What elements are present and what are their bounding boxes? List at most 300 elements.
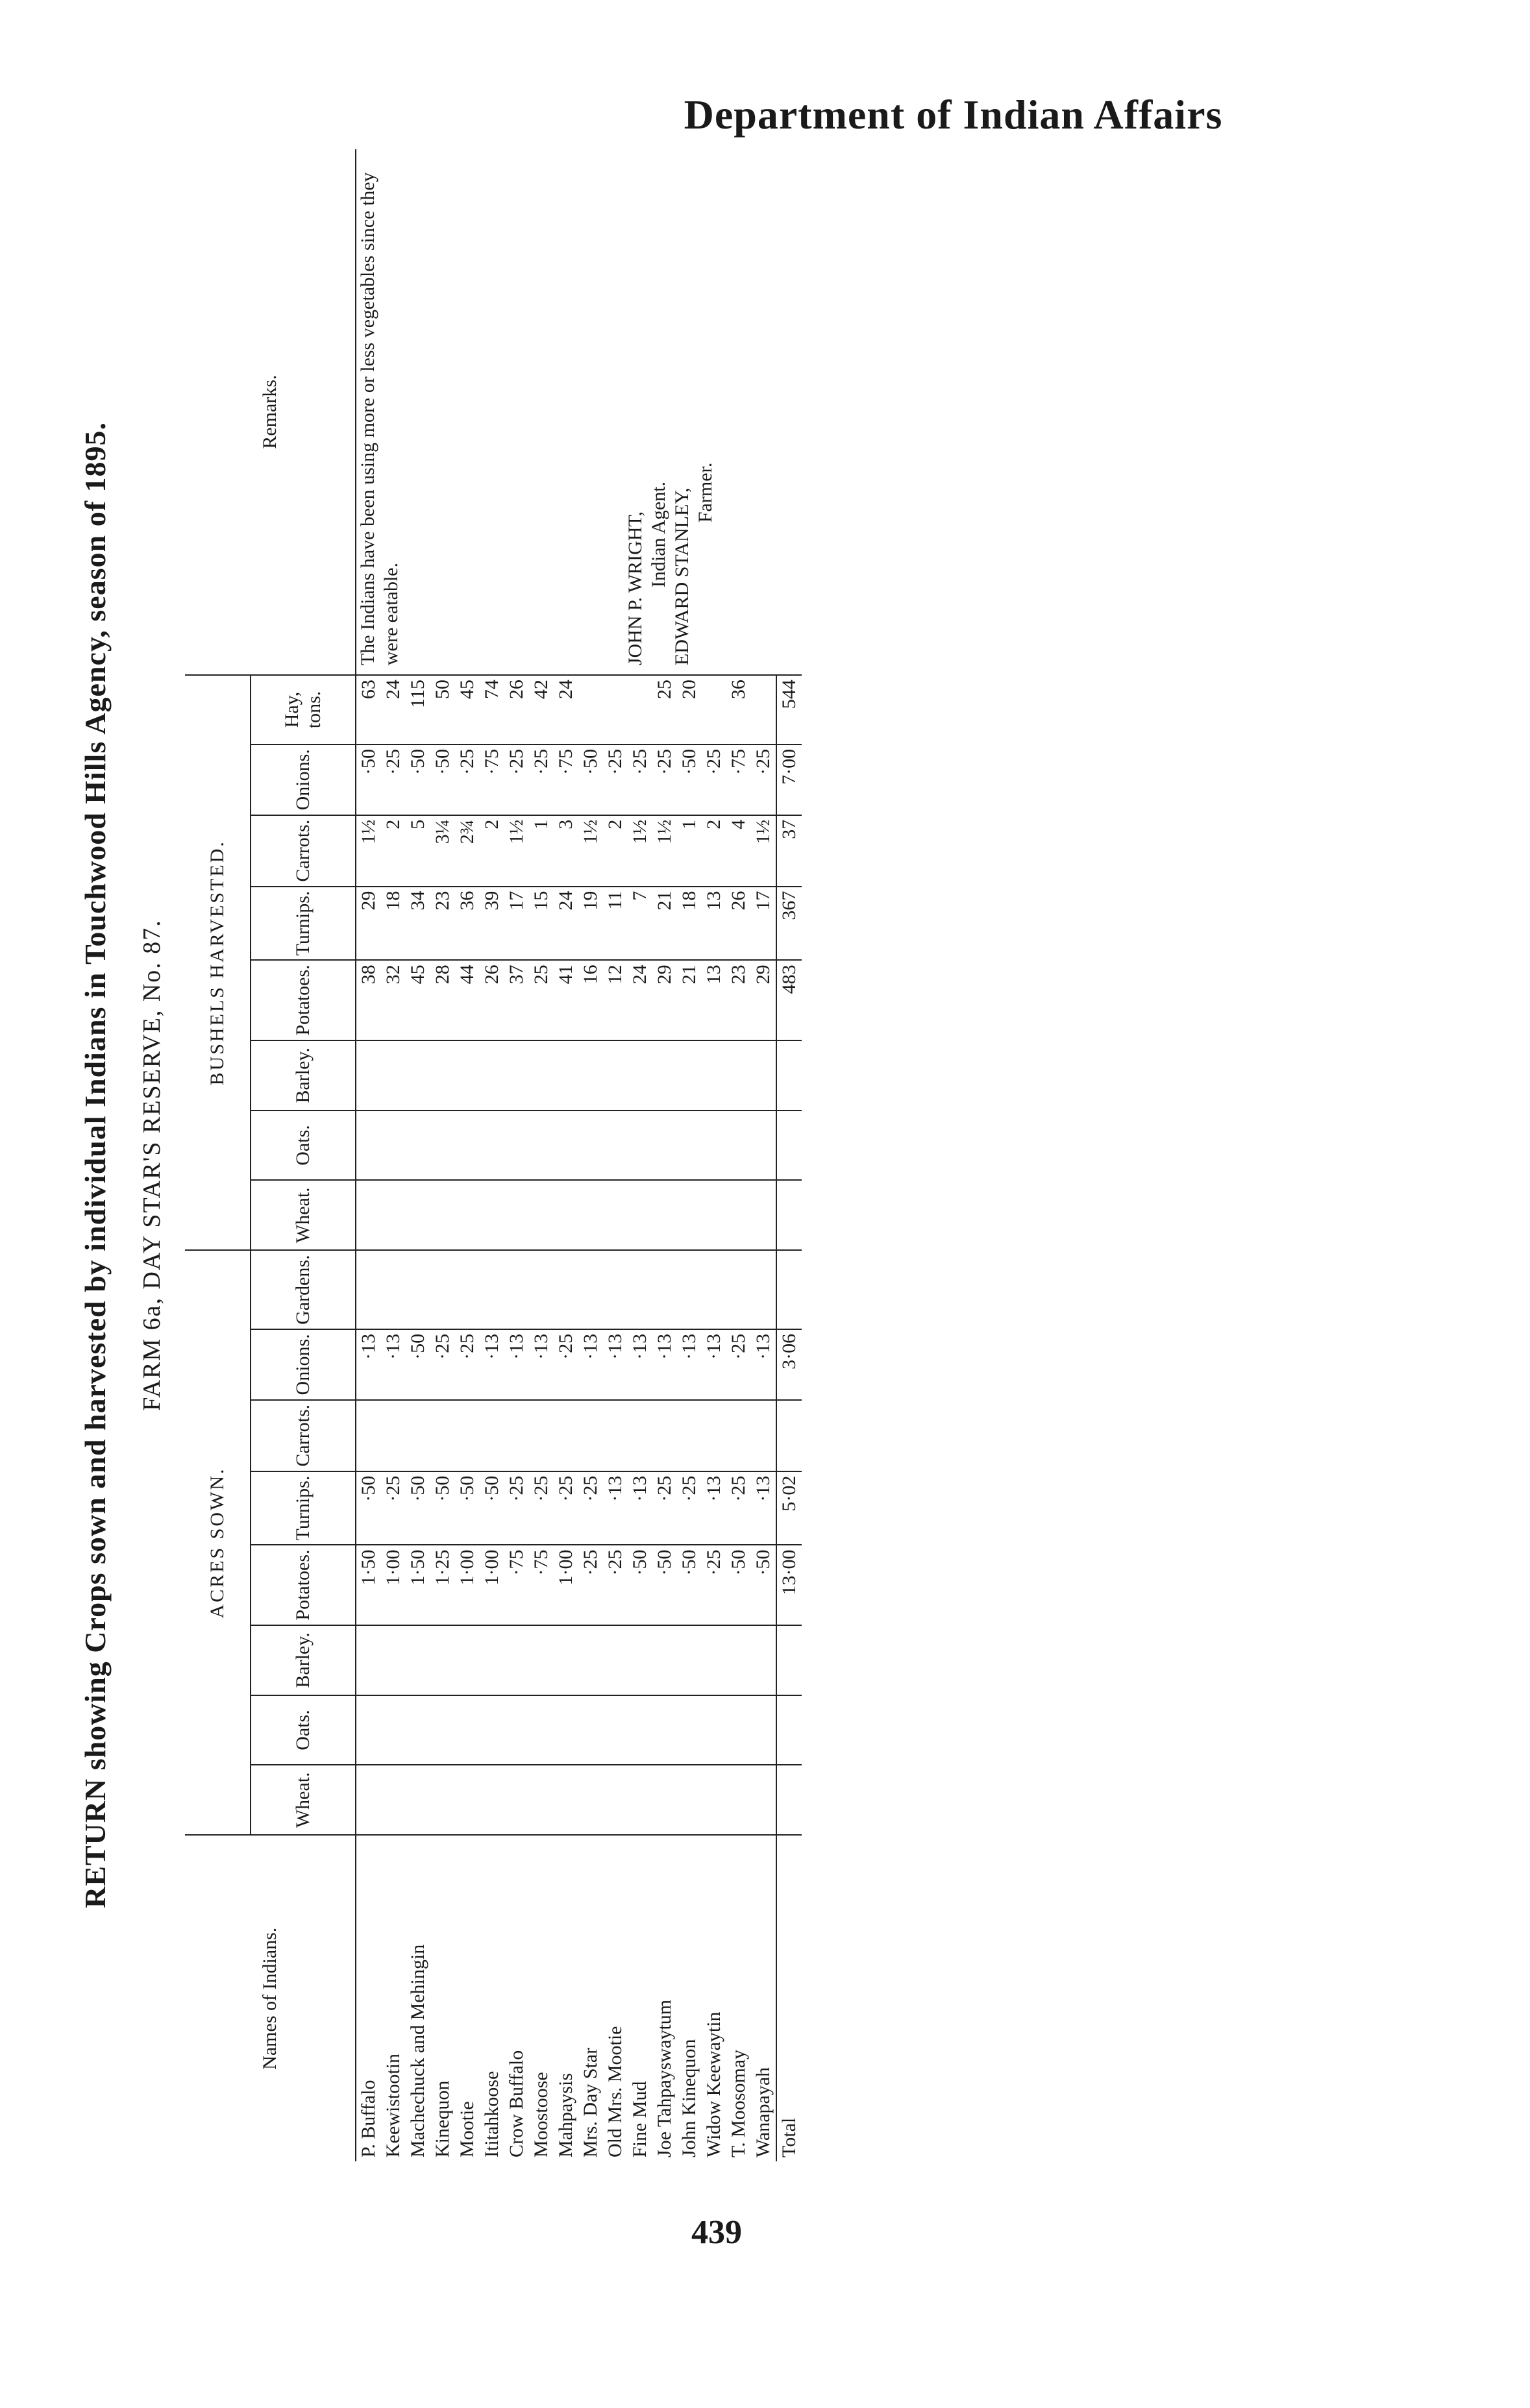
column-header: Onions. bbox=[251, 1329, 356, 1400]
table-cell bbox=[430, 1250, 455, 1329]
table-cell bbox=[652, 1250, 677, 1329]
remarks-header: Remarks. bbox=[185, 149, 356, 675]
table-cell bbox=[578, 1695, 603, 1765]
table-cell bbox=[504, 1250, 529, 1329]
table-cell: 4 bbox=[726, 815, 751, 887]
table-cell bbox=[726, 1180, 751, 1250]
table-cell: 45 bbox=[406, 960, 430, 1040]
table-cell bbox=[677, 1400, 702, 1471]
table-cell bbox=[554, 1250, 578, 1329]
table-cell bbox=[356, 1180, 381, 1250]
table-cell bbox=[480, 1250, 504, 1329]
table-cell bbox=[356, 1111, 381, 1180]
table-cell: 1·25 bbox=[430, 1545, 455, 1625]
table-cell bbox=[751, 1400, 776, 1471]
table-cell: 367 bbox=[776, 887, 802, 961]
table-cell: 29 bbox=[356, 887, 381, 961]
table-cell bbox=[578, 1250, 603, 1329]
indian-name: Kinequon bbox=[432, 2080, 453, 2157]
table-cell bbox=[603, 1400, 628, 1471]
table-cell bbox=[628, 1695, 652, 1765]
table-cell bbox=[652, 1765, 677, 1835]
table-cell bbox=[652, 1695, 677, 1765]
table-cell bbox=[751, 1765, 776, 1835]
table-cell bbox=[702, 675, 726, 744]
table-cell: ·50 bbox=[726, 1545, 751, 1625]
table-cell bbox=[529, 1695, 554, 1765]
table-cell: ·13 bbox=[702, 1471, 726, 1545]
indian-name: Total bbox=[776, 1835, 802, 2161]
table-cell bbox=[504, 1695, 529, 1765]
table-cell: ·13 bbox=[480, 1329, 504, 1400]
table-cell: 34 bbox=[406, 887, 430, 961]
table-cell bbox=[480, 1625, 504, 1695]
table-cell: ·25 bbox=[702, 744, 726, 815]
table-cell bbox=[677, 1765, 702, 1835]
table-cell: 45 bbox=[455, 675, 480, 744]
table-cell: ·75 bbox=[529, 1545, 554, 1625]
table-cell: ·25 bbox=[726, 1471, 751, 1545]
table-cell bbox=[554, 1695, 578, 1765]
table-cell bbox=[726, 1040, 751, 1111]
table-cell bbox=[356, 1765, 381, 1835]
table-cell bbox=[628, 1765, 652, 1835]
table-row bbox=[356, 149, 381, 2161]
table-cell bbox=[554, 1625, 578, 1695]
table-cell bbox=[480, 1765, 504, 1835]
table-cell: ·25 bbox=[677, 1471, 702, 1545]
table-cell bbox=[702, 1400, 726, 1471]
table-cell bbox=[430, 1111, 455, 1180]
table-cell bbox=[652, 1400, 677, 1471]
table-cell bbox=[677, 1625, 702, 1695]
table-cell bbox=[702, 1250, 726, 1329]
table-cell bbox=[554, 1180, 578, 1250]
table-cell bbox=[455, 1765, 480, 1835]
table-cell bbox=[381, 1400, 406, 1471]
table-cell bbox=[652, 1040, 677, 1111]
indian-name: Mootie bbox=[456, 2101, 478, 2157]
table-cell bbox=[504, 1040, 529, 1111]
table-cell: ·50 bbox=[406, 1471, 430, 1545]
table-cell: 7 bbox=[628, 887, 652, 961]
table-cell bbox=[455, 1695, 480, 1765]
table-cell: ·13 bbox=[751, 1329, 776, 1400]
table-cell bbox=[702, 1765, 726, 1835]
acres-sown-header: ACRES SOWN. bbox=[185, 1250, 251, 1835]
table-cell: 37 bbox=[776, 815, 802, 887]
table-cell bbox=[554, 1040, 578, 1111]
farmer-name: EDWARD STANLEY, bbox=[671, 487, 693, 666]
table-cell bbox=[480, 1400, 504, 1471]
table-cell bbox=[406, 1040, 430, 1111]
table-cell bbox=[455, 1111, 480, 1180]
table-cell bbox=[603, 1625, 628, 1695]
table-cell: ·13 bbox=[504, 1329, 529, 1400]
table-cell: 26 bbox=[480, 960, 504, 1040]
table-cell: 21 bbox=[652, 887, 677, 961]
table-cell: 1·00 bbox=[554, 1545, 578, 1625]
table-cell: 12 bbox=[603, 960, 628, 1040]
farmer-title: Farmer. bbox=[695, 462, 716, 523]
table-cell bbox=[603, 1180, 628, 1250]
table-cell: 18 bbox=[677, 887, 702, 961]
table-cell: 74 bbox=[480, 675, 504, 744]
table-cell bbox=[702, 1695, 726, 1765]
table-cell bbox=[356, 1695, 381, 1765]
indian-name: Mrs. Day Star bbox=[580, 2047, 601, 2157]
table-cell: ·25 bbox=[529, 744, 554, 815]
table-cell: 2 bbox=[702, 815, 726, 887]
table-cell: ·25 bbox=[554, 1471, 578, 1545]
table-cell bbox=[455, 1400, 480, 1471]
table-cell bbox=[504, 1625, 529, 1695]
table-cell bbox=[677, 1180, 702, 1250]
table-cell: 1½ bbox=[504, 815, 529, 887]
table-cell bbox=[554, 1765, 578, 1835]
table-cell bbox=[726, 1250, 751, 1329]
column-header: Onions. bbox=[251, 744, 356, 815]
table-cell bbox=[529, 1765, 554, 1835]
rotated-return bbox=[78, 149, 1298, 2181]
table-cell bbox=[677, 1250, 702, 1329]
table-cell: 2 bbox=[381, 815, 406, 887]
table-cell bbox=[480, 1180, 504, 1250]
bushels-harvested-header: BUSHELS HARVESTED. bbox=[185, 675, 251, 1250]
table-cell: 41 bbox=[554, 960, 578, 1040]
page-header: Department of Indian Affairs bbox=[684, 92, 1223, 138]
return-title: RETURN showing Crops sown and harvested by individual Indians in Touchwood Hills Agency, season of 1895. bbox=[79, 421, 112, 1909]
table-cell: ·50 bbox=[480, 1471, 504, 1545]
table-cell bbox=[702, 1111, 726, 1180]
column-header: Oats. bbox=[251, 1111, 356, 1180]
table-cell: ·25 bbox=[430, 1329, 455, 1400]
table-cell bbox=[356, 1250, 381, 1329]
column-header: Carrots. bbox=[251, 1400, 356, 1471]
table-cell: 3 bbox=[554, 815, 578, 887]
table-cell: ·25 bbox=[504, 1471, 529, 1545]
table-cell: 1·50 bbox=[406, 1545, 430, 1625]
table-cell bbox=[480, 1040, 504, 1111]
table-cell bbox=[381, 1111, 406, 1180]
table-cell bbox=[578, 1400, 603, 1471]
table-cell: 17 bbox=[751, 887, 776, 961]
table-cell bbox=[578, 1765, 603, 1835]
table-cell bbox=[578, 1111, 603, 1180]
table-cell bbox=[603, 1695, 628, 1765]
table-cell bbox=[406, 1180, 430, 1250]
table-cell: 18 bbox=[381, 887, 406, 961]
table-cell bbox=[406, 1111, 430, 1180]
indian-name: Widow Keewaytin bbox=[703, 2011, 724, 2157]
table-cell: 1½ bbox=[751, 815, 776, 887]
table-cell bbox=[356, 1040, 381, 1111]
column-header: Potatoes. bbox=[251, 960, 356, 1040]
column-header: Potatoes. bbox=[251, 1545, 356, 1625]
table-cell bbox=[529, 1111, 554, 1180]
indian-name: Wanapayah bbox=[752, 2067, 774, 2157]
table-cell bbox=[776, 1111, 802, 1180]
table-cell bbox=[529, 1400, 554, 1471]
table-cell bbox=[628, 1040, 652, 1111]
table-cell: ·50 bbox=[652, 1545, 677, 1625]
column-header: Carrots. bbox=[251, 815, 356, 887]
table-cell: ·75 bbox=[504, 1545, 529, 1625]
table-cell: 483 bbox=[776, 960, 802, 1040]
table-cell: 38 bbox=[356, 960, 381, 1040]
table-cell bbox=[751, 1250, 776, 1329]
table-cell: ·25 bbox=[603, 1545, 628, 1625]
indian-name: Old Mrs. Mootie bbox=[604, 2026, 626, 2157]
column-header: Turnips. bbox=[251, 1471, 356, 1545]
table-cell bbox=[430, 1625, 455, 1695]
table-cell: ·13 bbox=[677, 1329, 702, 1400]
table-cell bbox=[751, 675, 776, 744]
table-cell bbox=[751, 1040, 776, 1111]
table-cell bbox=[455, 1250, 480, 1329]
table-cell: 44 bbox=[455, 960, 480, 1040]
table-cell: 24 bbox=[628, 960, 652, 1040]
signature-block bbox=[624, 153, 717, 665]
table-cell: 63 bbox=[356, 675, 381, 744]
table-cell: ·25 bbox=[726, 1329, 751, 1400]
indian-name: Fine Mud bbox=[629, 2081, 650, 2157]
names-header: Names of Indians. bbox=[185, 1835, 356, 2161]
table-cell: 28 bbox=[430, 960, 455, 1040]
table-cell: 544 bbox=[776, 675, 802, 744]
table-cell bbox=[430, 1400, 455, 1471]
remarks-cell bbox=[356, 149, 802, 675]
table-cell: 5·02 bbox=[776, 1471, 802, 1545]
column-header: Gardens. bbox=[251, 1250, 356, 1329]
table-cell: ·50 bbox=[430, 1471, 455, 1545]
table-cell: 32 bbox=[381, 960, 406, 1040]
table-cell bbox=[504, 1180, 529, 1250]
table-cell: ·75 bbox=[554, 744, 578, 815]
indian-name: Mahpaysis bbox=[555, 2073, 576, 2157]
table-cell bbox=[677, 1040, 702, 1111]
table-cell bbox=[628, 1400, 652, 1471]
table-cell bbox=[529, 1250, 554, 1329]
table-cell: ·25 bbox=[652, 1471, 677, 1545]
table-cell bbox=[455, 1180, 480, 1250]
table-cell bbox=[578, 675, 603, 744]
table-cell bbox=[726, 1400, 751, 1471]
indian-name: John Kinequon bbox=[678, 2039, 700, 2157]
table-cell bbox=[776, 1040, 802, 1111]
table-cell: 7·00 bbox=[776, 744, 802, 815]
table-cell bbox=[578, 1625, 603, 1695]
table-cell: ·13 bbox=[628, 1471, 652, 1545]
table-cell: 11 bbox=[603, 887, 628, 961]
table-cell bbox=[702, 1625, 726, 1695]
table-cell bbox=[652, 1625, 677, 1695]
table-cell: 50 bbox=[430, 675, 455, 744]
table-cell bbox=[726, 1765, 751, 1835]
table-cell bbox=[381, 1250, 406, 1329]
table-cell: 20 bbox=[677, 675, 702, 744]
table-cell bbox=[430, 1765, 455, 1835]
table-cell: 2¾ bbox=[455, 815, 480, 887]
table-cell: 37 bbox=[504, 960, 529, 1040]
table-cell: 1½ bbox=[356, 815, 381, 887]
table-cell: 29 bbox=[652, 960, 677, 1040]
table-cell bbox=[628, 1111, 652, 1180]
agent-title: Indian Agent. bbox=[648, 481, 669, 588]
table-cell bbox=[628, 1625, 652, 1695]
column-header: Oats. bbox=[251, 1695, 356, 1765]
table-cell: ·25 bbox=[751, 744, 776, 815]
table-cell: ·25 bbox=[381, 1471, 406, 1545]
indian-name: Joe Tahpayswaytum bbox=[654, 1999, 675, 2157]
table-cell bbox=[776, 1695, 802, 1765]
indian-name: Moostoose bbox=[530, 2072, 552, 2157]
table-cell bbox=[529, 1180, 554, 1250]
table-cell bbox=[726, 1111, 751, 1180]
table-cell bbox=[603, 1250, 628, 1329]
table-cell: ·13 bbox=[628, 1329, 652, 1400]
table-cell: 26 bbox=[504, 675, 529, 744]
indian-name: T. Moosomay bbox=[728, 2049, 749, 2157]
table-cell bbox=[406, 1765, 430, 1835]
table-cell bbox=[652, 1111, 677, 1180]
table-cell: ·25 bbox=[578, 1471, 603, 1545]
table-cell: ·25 bbox=[652, 744, 677, 815]
table-cell: 29 bbox=[751, 960, 776, 1040]
table-cell bbox=[381, 1695, 406, 1765]
table-cell bbox=[751, 1180, 776, 1250]
table-cell: ·25 bbox=[455, 1329, 480, 1400]
indian-name: Ititahkoose bbox=[481, 2070, 502, 2157]
table-cell bbox=[751, 1111, 776, 1180]
table-cell: ·25 bbox=[628, 744, 652, 815]
table-cell bbox=[776, 1250, 802, 1329]
table-cell bbox=[776, 1180, 802, 1250]
table-cell bbox=[356, 1625, 381, 1695]
table-cell: 16 bbox=[578, 960, 603, 1040]
table-cell: 1·50 bbox=[356, 1545, 381, 1625]
table-cell bbox=[751, 1625, 776, 1695]
table-cell: 1½ bbox=[652, 815, 677, 887]
table-cell: ·25 bbox=[455, 744, 480, 815]
column-header: Barley. bbox=[251, 1625, 356, 1695]
table-cell: ·50 bbox=[455, 1471, 480, 1545]
table-cell: 1½ bbox=[628, 815, 652, 887]
table-cell bbox=[751, 1695, 776, 1765]
column-header: Wheat. bbox=[251, 1180, 356, 1250]
table-cell: 3·06 bbox=[776, 1329, 802, 1400]
table-cell: ·13 bbox=[751, 1471, 776, 1545]
table-cell: 1½ bbox=[578, 815, 603, 887]
table-cell: 23 bbox=[430, 887, 455, 961]
table-cell: ·25 bbox=[381, 744, 406, 815]
table-cell bbox=[776, 1400, 802, 1471]
table-cell bbox=[504, 1400, 529, 1471]
table-cell bbox=[652, 1180, 677, 1250]
indian-name: Keewistootin bbox=[382, 2054, 404, 2157]
return-subtitle: FARM 6a, DAY STAR'S RESERVE, No. 87. bbox=[138, 919, 166, 1411]
table-cell: ·13 bbox=[356, 1329, 381, 1400]
table-cell: ·13 bbox=[578, 1329, 603, 1400]
table-cell: 15 bbox=[529, 887, 554, 961]
table-cell bbox=[455, 1625, 480, 1695]
table-cell bbox=[702, 1040, 726, 1111]
table-cell bbox=[603, 675, 628, 744]
table-cell: ·13 bbox=[652, 1329, 677, 1400]
table-cell: ·50 bbox=[356, 1471, 381, 1545]
table-cell bbox=[578, 1180, 603, 1250]
table-cell: ·13 bbox=[603, 1471, 628, 1545]
table-cell: ·25 bbox=[529, 1471, 554, 1545]
table-cell bbox=[406, 1400, 430, 1471]
table-cell: ·50 bbox=[677, 744, 702, 815]
table-cell bbox=[381, 1040, 406, 1111]
table-cell bbox=[554, 1111, 578, 1180]
table-cell: 21 bbox=[677, 960, 702, 1040]
table-cell: 2 bbox=[603, 815, 628, 887]
table-cell: 5 bbox=[406, 815, 430, 887]
table-cell: 3¼ bbox=[430, 815, 455, 887]
column-header: Wheat. bbox=[251, 1765, 356, 1835]
table-cell: ·25 bbox=[554, 1329, 578, 1400]
table-cell: 1 bbox=[529, 815, 554, 887]
table-cell: ·50 bbox=[677, 1545, 702, 1625]
table-cell: ·75 bbox=[726, 744, 751, 815]
column-header: Barley. bbox=[251, 1040, 356, 1111]
table-cell bbox=[726, 1625, 751, 1695]
table-cell: 115 bbox=[406, 675, 430, 744]
table-cell: 13 bbox=[702, 887, 726, 961]
table-cell bbox=[406, 1625, 430, 1695]
column-header: Hay, tons. bbox=[251, 675, 356, 744]
table-cell: 42 bbox=[529, 675, 554, 744]
table-cell: ·50 bbox=[406, 744, 430, 815]
table-cell bbox=[430, 1180, 455, 1250]
table-cell bbox=[776, 1625, 802, 1695]
table-cell: 23 bbox=[726, 960, 751, 1040]
table-cell: 36 bbox=[455, 887, 480, 961]
table-cell: ·25 bbox=[578, 1545, 603, 1625]
table-cell bbox=[529, 1040, 554, 1111]
table-cell bbox=[356, 1400, 381, 1471]
remarks-text: The Indians have been using more or less vegetables since they were eatable. bbox=[357, 172, 402, 666]
table-cell: 17 bbox=[504, 887, 529, 961]
table-cell bbox=[628, 1250, 652, 1329]
table-cell bbox=[455, 1040, 480, 1111]
table-cell: ·50 bbox=[406, 1329, 430, 1400]
indian-name: Crow Buffalo bbox=[506, 2050, 527, 2157]
table-cell: ·50 bbox=[628, 1545, 652, 1625]
table-cell bbox=[603, 1040, 628, 1111]
table-cell: ·50 bbox=[578, 744, 603, 815]
table-cell: 24 bbox=[381, 675, 406, 744]
table-cell bbox=[702, 1180, 726, 1250]
table-cell: ·13 bbox=[603, 1329, 628, 1400]
table-cell bbox=[677, 1111, 702, 1180]
table-cell bbox=[480, 1695, 504, 1765]
table-cell: 1·00 bbox=[480, 1545, 504, 1625]
table-cell: ·13 bbox=[381, 1329, 406, 1400]
table-cell bbox=[480, 1111, 504, 1180]
table-cell bbox=[726, 1695, 751, 1765]
page-number: 439 bbox=[691, 2214, 742, 2251]
table-cell: 25 bbox=[529, 960, 554, 1040]
table-cell bbox=[529, 1625, 554, 1695]
table-cell bbox=[381, 1180, 406, 1250]
table-cell bbox=[430, 1695, 455, 1765]
table-cell bbox=[406, 1695, 430, 1765]
table-cell: 26 bbox=[726, 887, 751, 961]
